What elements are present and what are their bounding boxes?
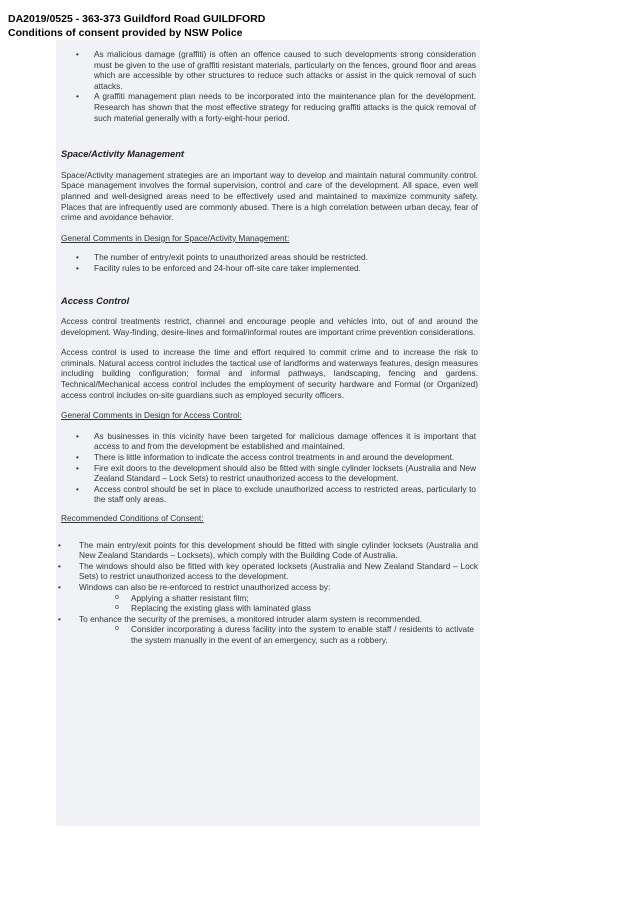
bullet-icon: • [76,252,79,263]
section-title-space: Space/Activity Management [61,149,184,160]
access-paragraph-2: Access control is used to increase the time and effort required to commit crime and to increase the risk to criminals. Natural access control includes the tactical use of landforms and waterways features, design measures including building configuration; formal and informal pathways, landscaping, fencing and gardens. Technical/Mechanical access control includes the employment of security hardware and Formal (or Organized) access control includes on-site guardians such as employed security officers. [61,347,478,400]
space-paragraph: Space/Activity management strategies are an important way to develop and maintain natural community control. Space management involves the formal supervision, control and care of the development. All space, even well planned and well-designed areas need to be effectively used and maintained to maximize community safety. Places that are infrequently used are commonly abused. There is a high correlation between urban decay, fear of crime and avoidance behavior. [61,169,478,223]
recommended-subitem [115,624,474,645]
access-bullet [56,463,476,484]
space-bullet [56,252,476,263]
section-title-access: Access Control [61,295,130,306]
graffiti-bullet [56,49,476,91]
document-header [8,13,265,40]
bullet-icon: • [76,483,79,494]
recommended-item [56,582,478,614]
header-subtitle: Conditions of consent provided by NSW Police [8,26,243,39]
recommended-subitem-text: Applying a shatter resistant film; [131,592,249,603]
recommended-item [56,614,478,646]
space-comments-heading: General Comments in Design for Space/Activity Management: [61,232,290,243]
recommended-item [56,561,478,582]
recommended-item-text: To enhance the security of the premises, a monitored intruder alarm system is recommended. [79,613,423,624]
scanned-content [56,40,480,646]
circle-bullet-icon: o [115,604,119,612]
access-bullet [56,431,476,452]
bullet-icon: • [58,581,61,592]
bullet-icon: • [76,91,79,102]
header-reference: DA2019/0525 - 363-373 Guildford Road GUILDFORD [8,13,266,25]
access-paragraph-1: Access control treatments restrict, channel and encourage people and vehicles into, out of and around the development. Way-finding, desire-lines and formal/informal routes are important crime prevention considerations. [61,316,478,337]
graffiti-list [56,49,480,123]
access-bullet-text: Access control should be set in place to exclude unauthorized access to restricted areas, particularly to the staff only areas. [94,483,476,505]
recommended-item-text: The windows should also be fitted with key operated locksets (Australia and New Zealand Standard – Lock Sets) to restrict unauthorized access to the development. [79,560,478,582]
access-bullet [56,484,476,505]
recommended-item-text: Windows can also be re-enforced to restrict unauthorized access by: [79,581,331,592]
recommended-subitem [115,603,474,614]
graffiti-bullet-text: A graffiti management plan needs to be incorporated into the maintenance plan for the development. Research has shown that the most effective strategy for reducing graffiti attacks is the quick removal of such material generally with a forty-eight-hour period. [94,91,476,123]
recommended-conditions-heading: Recommended Conditions of Consent: [61,513,204,523]
recommended-sublist [115,593,478,614]
bullet-icon: • [76,462,79,473]
space-bullet [56,263,476,274]
access-bullet-text: Fire exit doors to the development should also be fitted with single cylinder locksets (Australia and New Zealand Standard – Lock Sets) to restrict unauthorized access to the development. [94,462,476,484]
access-comments-heading: General Comments in Design for Access Control: [61,410,242,421]
bullet-icon: • [58,560,61,571]
circle-bullet-icon: o [115,625,119,633]
access-list [56,431,480,505]
bullet-icon: • [76,452,79,463]
circle-bullet-icon: o [115,593,119,601]
recommended-list [56,540,480,646]
bullet-icon: • [76,262,79,273]
access-bullet [56,452,476,463]
bullet-icon: • [58,539,61,550]
recommended-subitem [115,593,474,604]
bullet-icon: • [76,430,79,441]
recommended-sublist [115,624,478,645]
recommended-item [56,540,478,561]
graffiti-bullet-text: As malicious damage (graffiti) is often an offence caused to such developments strong consideration must be given to the use of graffiti resistant materials, particularly on the fences, ground floor and areas which are accessible by other structures to reduce such attacks or assist in the quick removal of such attacks. [94,49,476,91]
recommended-subitem-text: Replacing the existing glass with laminated glass [131,603,311,614]
bullet-icon: • [58,613,61,624]
access-bullet-text: As businesses in this vicinity have been targeted for malicious damage offences it is important that access to and from the development be established and maintained. [94,430,476,452]
space-list [56,252,480,273]
space-bullet-text: The number of entry/exit points to unauthorized areas should be restricted. [94,252,368,263]
bullet-icon: • [76,49,79,59]
graffiti-bullet [56,91,476,123]
recommended-item-text: The main entry/exit points for this development should be fitted with single cylinder locksets (Australia and New Zealand Standards – Locksets), which comply with the Building Code of Australia. [79,539,478,561]
space-bullet-text: Facility rules to be enforced and 24-hour off-site care taker implemented. [94,262,361,273]
recommended-subitem-text: Consider incorporating a duress facility into the system to enable staff / residents to activate the system manually in the event of an emergency, such as a robbery. [131,624,474,645]
access-bullet-text: There is little information to indicate the access control treatments in and around the development. [94,452,455,463]
scanned-page [56,40,480,826]
